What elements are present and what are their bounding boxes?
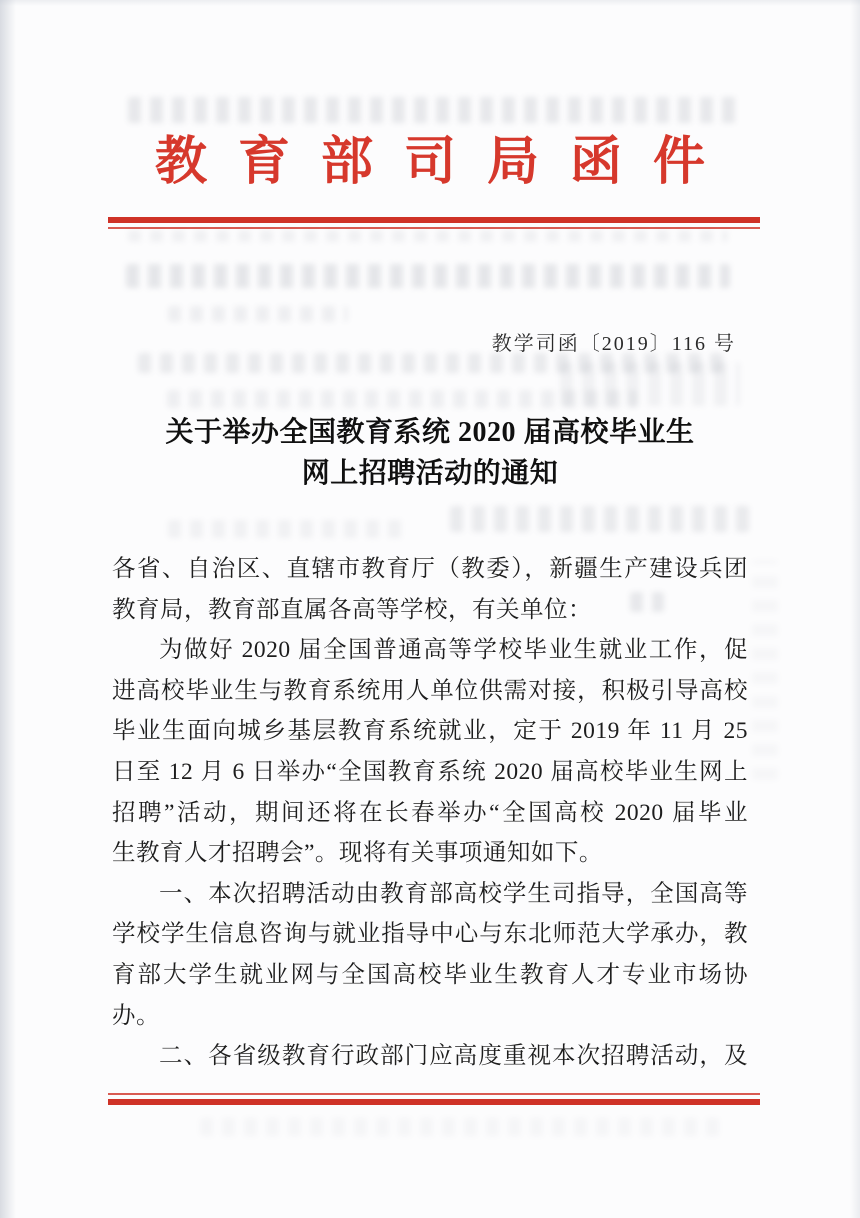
body-line: 各省、自治区、直辖市教育厅（教委），新疆生产建设兵团 — [112, 556, 748, 582]
body-line: 育部大学生就业网与全国高校毕业生教育人才专业市场协 — [112, 961, 748, 988]
body-line: 毕业生面向城乡基层教育系统就业，定于 2019 年 11 月 25 — [112, 718, 748, 745]
bleed-through-artifact — [560, 362, 740, 406]
document-title-line2: 网上招聘活动的通知 — [301, 458, 559, 489]
body-line: 办。 — [112, 1002, 160, 1029]
footer-rule-thin — [108, 1093, 760, 1095]
body-line: 进高校毕业生与教育系统用人单位供需对接，积极引导高校 — [112, 677, 748, 704]
bleed-through-artifact — [168, 306, 348, 322]
bleed-through-artifact — [752, 560, 778, 780]
scan-edge-shadow-top — [0, 0, 860, 6]
document-body — [112, 549, 748, 1077]
body-line: 日至 12 月 6 日举办“全国教育系统 2020 届高校毕业生网上 — [112, 758, 748, 785]
body-line: 为做好 2020 届全国普通高等学校毕业生就业工作，促 — [159, 637, 748, 664]
bleed-through-artifact — [128, 97, 740, 123]
document-title-line1: 关于举办全国教育系统 2020 届高校毕业生 — [165, 417, 695, 448]
bleed-through-artifact — [126, 264, 730, 288]
bleed-through-artifact — [200, 1118, 720, 1136]
letterhead-title-text: 教育部司局函件 — [154, 134, 736, 191]
bleed-through-artifact — [450, 506, 750, 532]
letterhead-rule-thick — [108, 217, 760, 223]
body-line: 生教育人才招聘会”。现将有关事项通知如下。 — [112, 840, 603, 867]
body-line: 招聘”活动，期间还将在长春举办“全国高校 2020 届毕业 — [112, 799, 748, 826]
bleed-through-artifact — [168, 520, 408, 538]
document-title — [0, 412, 860, 494]
letterhead-rule-thin — [108, 227, 760, 229]
footer-rule-thick — [108, 1099, 760, 1105]
body-line: 教育局，教育部直属各高等学校，有关单位： — [112, 596, 592, 623]
document-number: 教学司函〔2019〕116 号 — [491, 333, 736, 355]
letterhead-title — [0, 130, 860, 196]
bleed-through-artifact — [128, 230, 728, 242]
body-line: 二、各省级教育行政部门应高度重视本次招聘活动，及 — [159, 1043, 748, 1070]
body-line: 学校学生信息咨询与就业指导中心与东北师范大学承办，教 — [112, 921, 748, 948]
body-line: 一、本次招聘活动由教育部高校学生司指导，全国高等 — [159, 880, 748, 907]
bleed-through-artifact — [167, 390, 637, 408]
bleed-through-artifact — [138, 353, 724, 373]
